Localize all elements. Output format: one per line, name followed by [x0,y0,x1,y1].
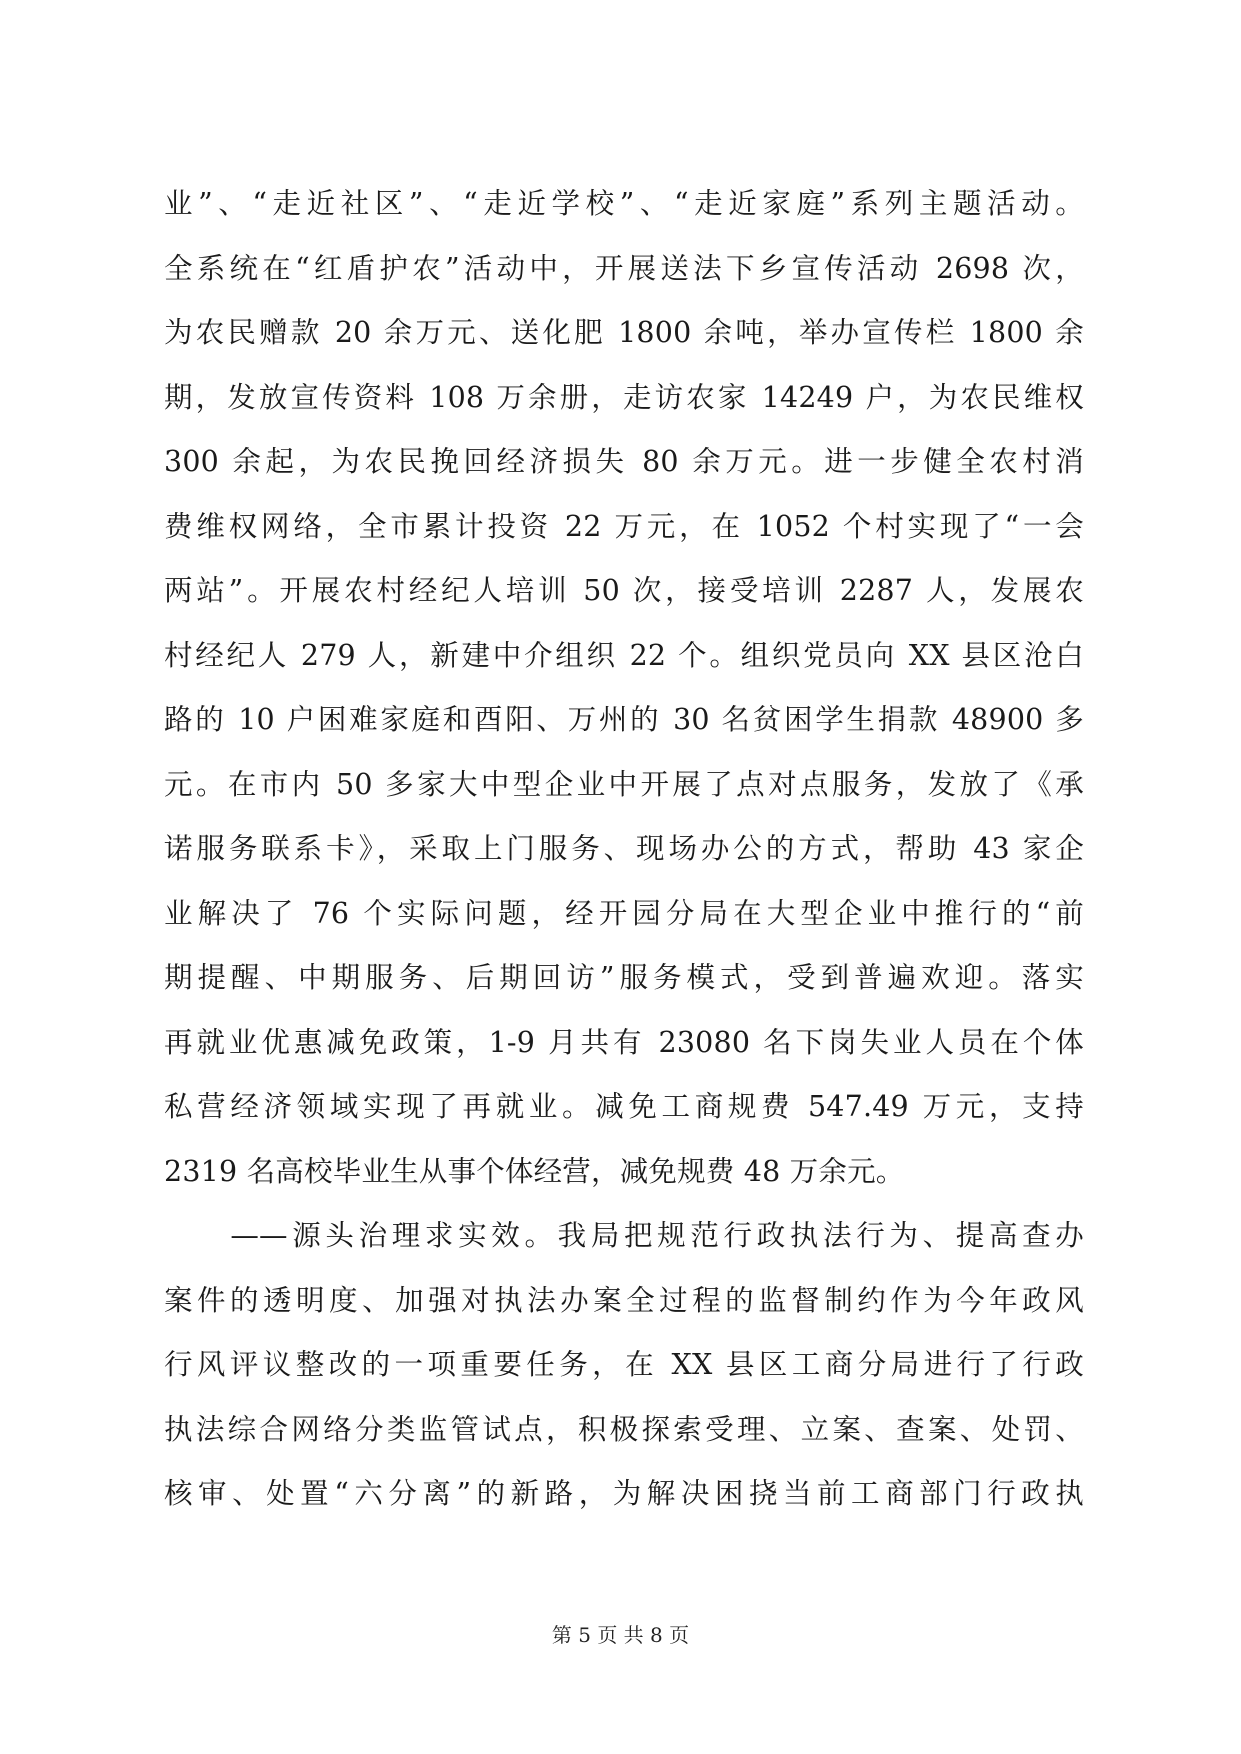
text-line: 为农民赠款 20 余万元、送化肥 1800 余吨，举办宣传栏 1800 余 [164,316,1084,349]
text-line: 核审、处置“六分离”的新路，为解决困挠当前工商部门行政执 [164,1477,1084,1510]
text-line: 行风评议整改的一项重要任务，在 XX 县区工商分局进行了行政 [164,1348,1084,1381]
text-line: 村经纪人 279 人，新建中介组织 22 个。组织党员向 XX 县区沧白 [164,638,1084,672]
text-line: 执法综合网络分类监管试点，积极探索受理、立案、查案、处罚、 [164,1412,1084,1446]
text-line: 费维权网络，全市累计投资 22 万元，在 1052 个村实现了“一会 [164,509,1084,543]
text-line: 诺服务联系卡》，采取上门服务、现场办公的方式，帮助 43 家企 [164,832,1084,865]
text-line: 全系统在“红盾护农”活动中，开展送法下乡宣传活动 2698 次， [164,251,1084,285]
text-line: 私营经济领域实现了再就业。减免工商规费 547.49 万元，支持 [164,1090,1084,1123]
text-line: 期，发放宣传资料 108 万余册，走访农家 14249 户，为农民维权 [164,380,1084,414]
text-line: 路的 10 户困难家庭和酉阳、万州的 30 名贫困学生捐款 48900 多 [164,703,1084,736]
text-line: 期提醒、中期服务、后期回访”服务模式，受到普遍欢迎。落实 [164,961,1084,994]
text-line: ——源头治理求实效。我局把规范行政执法行为、提高查办 [164,1219,1084,1252]
text-line: 业”、“走近社区”、“走近学校”、“走近家庭”系列主题活动。 [164,187,1084,220]
text-line: 案件的透明度、加强对执法办案全过程的监督制约作为今年政风 [164,1283,1084,1317]
text-line: 300 余起，为农民挽回经济损失 80 余万元。进一步健全农村消 [164,445,1084,478]
text-line: 两站”。开展农村经纪人培训 50 次，接受培训 2287 人，发展农 [164,574,1084,607]
text-line: 2319 名高校毕业生从事个体经营，减免规费 48 万余元。 [164,1154,905,1188]
text-line: 再就业优惠减免政策，1-9 月共有 23080 名下岗失业人员在个体 [164,1025,1084,1059]
text-line: 业解决了 76 个实际问题，经开园分局在大型企业中推行的“前 [164,896,1084,930]
body-text [164,172,1084,1527]
text-line: 元。在市内 50 多家大中型企业中开展了点对点服务，发放了《承 [164,767,1084,801]
page-number-footer: 第 5 页 共 8 页 [551,1623,690,1647]
